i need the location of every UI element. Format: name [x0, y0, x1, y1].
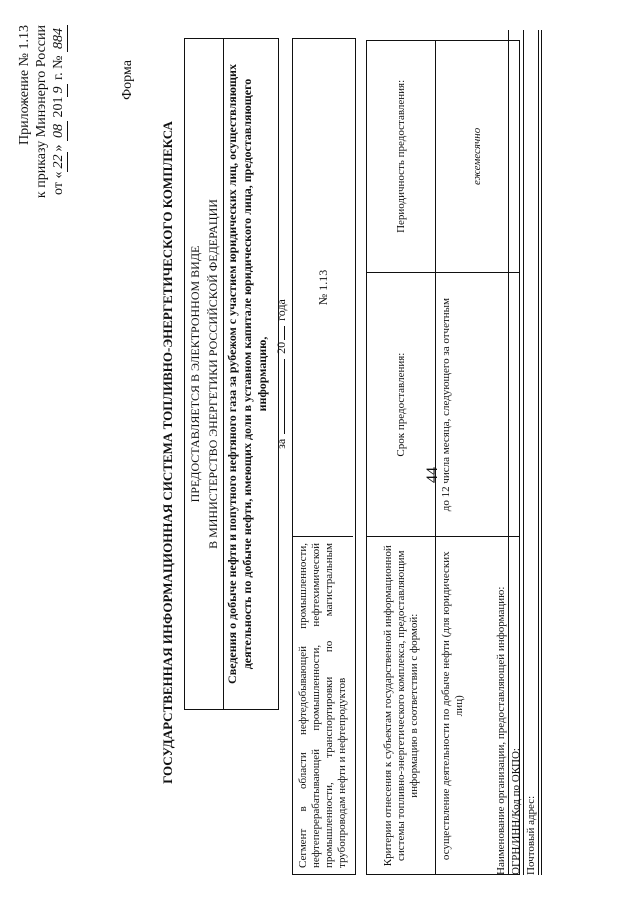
cell-periodicity: ежемесячно: [436, 41, 520, 273]
ogrn-field[interactable]: ОГРН/ИНН/Код по ОКПО:: [509, 30, 524, 875]
annex-date-year-digit: 9: [50, 84, 68, 97]
table-header-row: [367, 41, 436, 875]
period-prefix: за: [274, 438, 288, 449]
annex-block: [16, 25, 68, 225]
period-year-prefix: 20: [274, 341, 288, 354]
annex-date-prefix: от «: [51, 171, 66, 195]
submission-line2: В МИНИСТЕРСТВО ЭНЕРГЕТИКИ РОССИЙСКОЙ ФЕДЕРАЦИИ: [206, 199, 220, 549]
segment-box: [292, 38, 356, 875]
segment-text: Сегмент в области нефтедобывающей промышленности, нефтеперерабатывающей промышленности, нефтехимической промышленности, транспортировки по магистральным трубопроводам нефти и нефтепродуктов: [293, 536, 353, 874]
annex-line1: Приложение № 1.13: [17, 25, 32, 145]
header-criteria: Критерии отнесения к субъектам государственной информационной системы топливно-энергетического комплекса, предоставляющим информацию в соответствии с формой:: [367, 537, 436, 875]
footer-divider: [541, 30, 542, 875]
submission-line1: ПРЕДОСТАВЛЯЕТСЯ В ЭЛЕКТРОННОМ ВИДЕ: [188, 245, 202, 503]
submission-box: [184, 38, 224, 710]
page-number: 44: [424, 467, 441, 483]
org-name-field[interactable]: Наименование организации, предоставляющей информацию:: [494, 30, 509, 875]
report-heading-box: [222, 38, 288, 710]
annex-date-line: [50, 25, 68, 225]
page-title: ГОСУДАРСТВЕННАЯ ИНФОРМАЦИОННАЯ СИСТЕМА ТОПЛИВНО-ЭНЕРГЕТИЧЕСКОГО КОМПЛЕКСА: [160, 121, 175, 784]
header-periodicity: Периодичность предоставления:: [367, 41, 436, 273]
form-number: № 1.13: [316, 269, 330, 306]
period-blank-month: [273, 359, 285, 434]
annex-date-month: 08: [50, 121, 68, 141]
annex-line2: к приказу Минэнерго России: [34, 25, 49, 199]
address-field[interactable]: Почтовый адрес:: [524, 30, 539, 875]
report-heading: Сведения о добыче нефти и попутного нефтяного газа за рубежом с участием юридических лиц, осуществляющих деятельность по добыче нефти, имеющих доли в уставном капитале юридического лица, предоставляющего информацию,: [225, 64, 269, 684]
annex-order-number: 884: [50, 25, 68, 52]
header-deadline: Срок предоставления:: [367, 272, 436, 537]
annex-date-day: 22: [50, 152, 68, 172]
period-suffix: года: [274, 299, 288, 321]
annex-date-year-prefix: 201: [51, 96, 66, 118]
cell-deadline: до 12 числа месяца, следующего за отчетным: [436, 272, 520, 537]
report-period: [273, 39, 289, 709]
form-label: Форма: [120, 60, 135, 100]
cell-criteria: осуществление деятельности по добыче нефти (для юридических лиц): [436, 537, 520, 875]
period-blank-year: [273, 326, 285, 340]
annex-date-mid: г. №: [51, 55, 66, 84]
annex-date-sep: »: [51, 144, 66, 152]
